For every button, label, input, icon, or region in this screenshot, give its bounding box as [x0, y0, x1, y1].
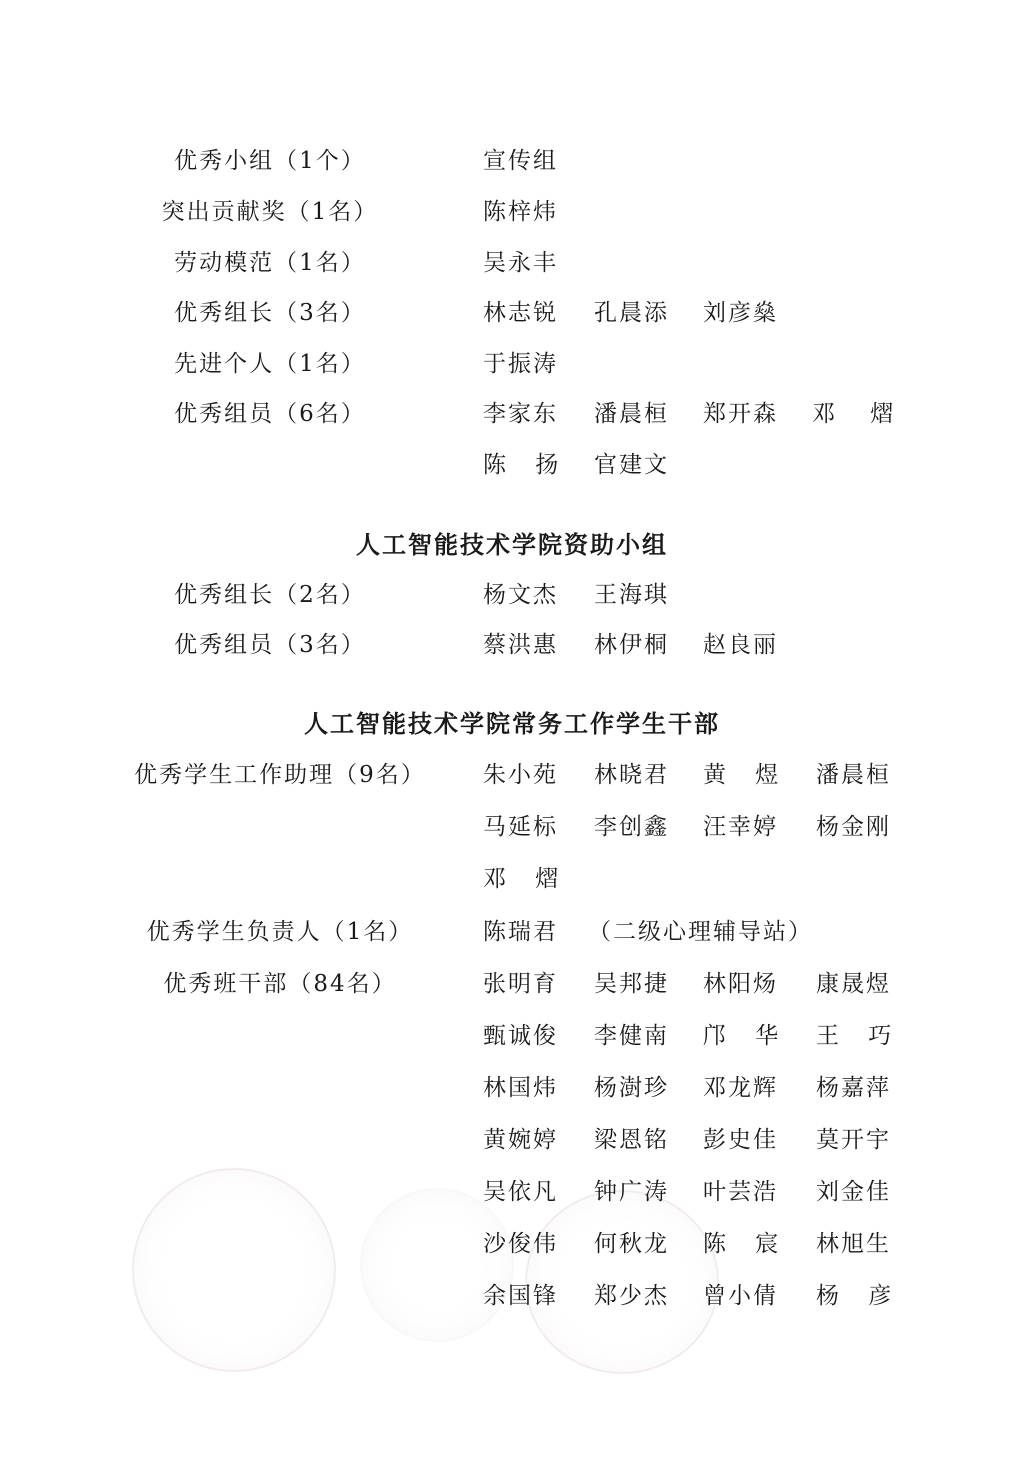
award-row	[0, 294, 1024, 334]
recipient-name: 林旭生	[816, 1231, 891, 1257]
recipient-name: 陈梓炜	[483, 199, 558, 225]
recipient-name: 黄 煜	[703, 762, 781, 788]
award-row-continued	[0, 1069, 1024, 1109]
recipient-name: 李健南	[594, 1023, 669, 1049]
recipient-name: 叶芸浩	[703, 1179, 778, 1205]
recipient-name: 张明育	[483, 971, 558, 997]
recipient-name: 王 巧	[816, 1023, 894, 1049]
award-row	[0, 626, 1024, 666]
recipient-name: 甄诚俊	[483, 1023, 558, 1049]
award-row-continued	[0, 1017, 1024, 1057]
recipient-name: 陈瑞君	[483, 919, 558, 945]
recipient-name: 林志锐	[483, 300, 558, 326]
recipient-name: 杨文杰	[483, 582, 558, 608]
recipient-name: 孔晨添	[594, 300, 669, 326]
recipient-name: 邝 华	[703, 1023, 781, 1049]
recipient-name: 赵良丽	[703, 632, 778, 658]
award-row	[0, 576, 1024, 616]
award-row	[0, 193, 1024, 233]
award-row	[0, 395, 1024, 435]
recipient-name: 郑开森	[703, 401, 778, 427]
recipient-name: 汪幸婷	[703, 814, 778, 840]
award-row	[0, 913, 1024, 953]
award-label: 劳动模范（1名）	[174, 250, 366, 276]
recipient-name: 邓龙辉	[703, 1075, 778, 1101]
recipient-name: 李创鑫	[594, 814, 669, 840]
recipient-name: 沙俊伟	[483, 1231, 558, 1257]
award-row-continued	[0, 1277, 1024, 1317]
award-label: 优秀班干部（84名）	[163, 971, 397, 997]
recipient-name: 郑少杰	[594, 1283, 669, 1309]
recipient-name: 彭史佳	[703, 1127, 778, 1153]
award-label: 优秀学生工作助理（9名）	[134, 762, 426, 788]
recipient-name: 黄婉婷	[483, 1127, 558, 1153]
recipient-name: 蔡洪惠	[483, 632, 558, 658]
award-row-continued	[0, 1121, 1024, 1161]
recipient-name: 林晓君	[594, 762, 669, 788]
award-label: 优秀组长（2名）	[174, 582, 366, 608]
recipient-name: 莫开宇	[816, 1127, 891, 1153]
award-row-continued	[0, 860, 1024, 900]
award-label: 优秀组员（6名）	[174, 401, 366, 427]
award-row	[0, 142, 1024, 182]
recipient-name: 梁恩铭	[594, 1127, 669, 1153]
recipient-name: 吴永丰	[483, 250, 558, 276]
recipient-name: 刘金佳	[816, 1179, 891, 1205]
award-label: 优秀组长（3名）	[174, 300, 366, 326]
recipient-name: 吴依凡	[483, 1179, 558, 1205]
recipient-name: 杨 彦	[816, 1283, 894, 1309]
recipient-name: 李家东	[483, 401, 558, 427]
recipient-name: 杨嘉萍	[816, 1075, 891, 1101]
award-row	[0, 756, 1024, 796]
award-row	[0, 965, 1024, 1005]
recipient-name: 朱小苑	[483, 762, 558, 788]
recipient-name: 潘晨桓	[594, 401, 669, 427]
recipient-name: 何秋龙	[594, 1231, 669, 1257]
award-row-continued	[0, 1225, 1024, 1265]
recipient-name: 林国炜	[483, 1075, 558, 1101]
award-row-continued	[0, 446, 1024, 486]
recipient-note: （二级心理辅导站）	[588, 919, 813, 945]
recipient-name: 王海琪	[594, 582, 669, 608]
award-label: 突出贡献奖（1名）	[161, 199, 379, 225]
recipient-name: 吴邦捷	[594, 971, 669, 997]
award-label: 优秀学生负责人（1名）	[146, 919, 414, 945]
recipient-name: 宣传组	[483, 148, 558, 174]
recipient-name: 于振涛	[483, 351, 558, 377]
recipient-name: 陈 扬	[483, 452, 561, 478]
recipient-name: 余国锋	[483, 1283, 558, 1309]
recipient-name: 林阳炀	[703, 971, 778, 997]
section-title: 人工智能技术学院常务工作学生干部	[304, 709, 720, 738]
recipient-name: 邓 熠	[483, 866, 561, 892]
recipient-name: 潘晨桓	[816, 762, 891, 788]
recipient-name: 康晟煜	[816, 971, 891, 997]
recipient-name: 陈 宸	[703, 1231, 781, 1257]
award-row	[0, 345, 1024, 385]
award-row-continued	[0, 1173, 1024, 1213]
recipient-name: 曾小倩	[703, 1283, 778, 1309]
recipient-name: 杨澍珍	[594, 1075, 669, 1101]
recipient-name: 官建文	[594, 452, 669, 478]
recipient-name: 杨金刚	[816, 814, 891, 840]
award-row-continued	[0, 808, 1024, 848]
award-row	[0, 244, 1024, 284]
recipient-name: 邓 熠	[812, 401, 896, 427]
award-label: 优秀组员（3名）	[174, 632, 366, 658]
recipient-name: 刘彦燊	[703, 300, 778, 326]
award-label: 先进个人（1名）	[174, 351, 366, 377]
award-label: 优秀小组（1个）	[174, 148, 366, 174]
section-title: 人工智能技术学院资助小组	[356, 530, 668, 559]
recipient-name: 马延标	[483, 814, 558, 840]
recipient-name: 林伊桐	[594, 632, 669, 658]
recipient-name: 钟广涛	[594, 1179, 669, 1205]
